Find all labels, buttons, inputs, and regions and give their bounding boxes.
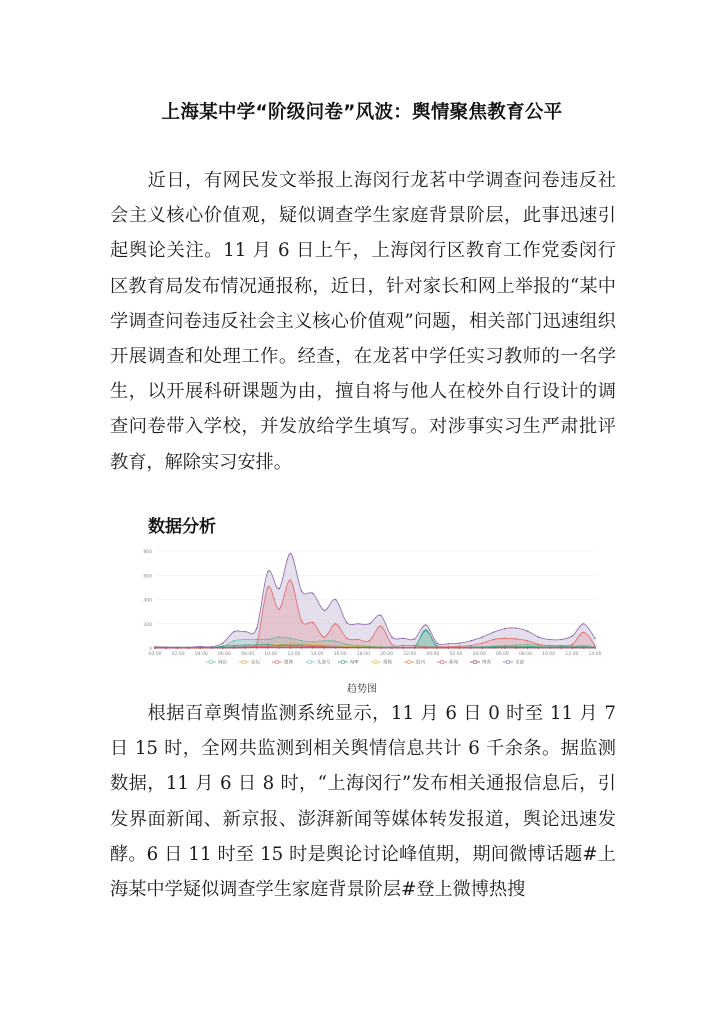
x-tick-label: 08:00	[241, 652, 255, 657]
x-tick-label: 10:00	[542, 652, 556, 657]
data-point	[572, 647, 574, 649]
legend-label: APP	[350, 660, 359, 666]
paragraph-analysis-text: 根据百章舆情监测系统显示，11 月 6 日 0 时至 11 月 7 日 15 时，全网共监测到相关舆情信息共计 6 千余条。据监测数据，11 月 6 日 8 时，“上海闵行”发布相关通报信息后，引发界面新闻、新京报、澎湃新闻等媒体转发报道，舆论迅速发酵。6 日 11 时至 15 时是舆论讨论峰值期，期间微博话题#上海某中学疑似调查学生家庭背景阶层#登上微博热搜	[110, 703, 616, 901]
data-point	[222, 642, 224, 644]
data-point	[481, 647, 483, 649]
legend-item[interactable]	[206, 659, 227, 666]
legend-marker-icon	[209, 660, 213, 664]
data-point	[301, 645, 303, 647]
data-point	[560, 639, 562, 641]
data-point	[470, 640, 472, 642]
x-tick-label: 20:00	[380, 652, 394, 657]
legend-item[interactable]	[470, 659, 491, 666]
data-point	[538, 636, 540, 638]
data-point	[402, 638, 404, 640]
data-point	[369, 647, 371, 649]
data-point	[312, 647, 314, 649]
x-tick-label: 22:00	[403, 652, 417, 657]
data-point	[290, 645, 292, 647]
data-point	[538, 644, 540, 646]
data-point	[380, 647, 382, 649]
data-point	[470, 647, 472, 649]
x-tick-label: 02:00	[171, 652, 185, 657]
data-point	[233, 645, 235, 647]
x-tick-label: 08:00	[519, 652, 533, 657]
legend-label: 博客	[482, 660, 491, 666]
data-point	[357, 623, 359, 625]
data-point	[323, 610, 325, 612]
data-point	[278, 645, 280, 647]
legend-item[interactable]	[503, 659, 524, 666]
data-point	[504, 638, 506, 640]
data-point	[504, 647, 506, 649]
data-point	[538, 647, 540, 649]
data-point	[177, 647, 179, 649]
x-tick-label: 12:00	[287, 652, 301, 657]
legend-item[interactable]	[338, 660, 359, 666]
data-point	[278, 608, 280, 610]
data-point	[312, 644, 314, 646]
data-point	[346, 622, 348, 624]
x-tick-label: 14:00	[310, 652, 324, 657]
data-point	[335, 623, 337, 625]
data-point	[380, 625, 382, 627]
data-point	[391, 636, 393, 638]
y-tick-label: 200	[143, 622, 152, 628]
data-point	[414, 647, 416, 649]
data-point	[425, 624, 427, 626]
data-point	[290, 553, 292, 555]
x-tick-label: 02:00	[449, 652, 463, 657]
data-point	[481, 636, 483, 638]
data-point	[402, 647, 404, 649]
data-point	[560, 645, 562, 647]
data-point	[527, 630, 529, 632]
data-point	[301, 647, 303, 649]
data-point	[222, 647, 224, 649]
data-point	[425, 629, 427, 631]
data-point	[154, 647, 156, 649]
data-point	[369, 623, 371, 625]
data-point	[583, 631, 585, 633]
data-point	[312, 622, 314, 624]
data-point	[346, 647, 348, 649]
data-point	[357, 639, 359, 641]
data-point	[278, 588, 280, 590]
data-point	[515, 647, 517, 649]
data-point	[459, 647, 461, 649]
data-point	[572, 635, 574, 637]
legend-item[interactable]	[404, 659, 425, 666]
data-point	[549, 645, 551, 647]
data-point	[278, 647, 280, 649]
legend-label: 报刊	[416, 660, 425, 666]
y-tick-label: 0	[149, 647, 152, 652]
data-point	[583, 623, 585, 625]
data-point	[369, 640, 371, 642]
data-point	[267, 647, 269, 649]
data-point	[549, 647, 551, 649]
data-point	[233, 640, 235, 642]
data-point	[493, 639, 495, 641]
paragraph-intro-text: 近日，有网民发文举报上海闵行龙茗中学调查问卷违反社会主义核心价值观，疑似调查学生家庭背景阶层，此事迅速引起舆论关注。11 月 6 日上午，上海闵行区教育工作党委闵行区教育局发布情况通报称，近日，针对家长和网上举报的“某中学调查问卷违反社会主义核心价值观”问题，相关部门迅速组织开展调查和处理工作。经查，在龙茗中学任实习教师的一名学生，以开展科研课题为由，擅自将与他人在校外自行设计的调查问卷带入学校，并发放给学生填写。对涉事实习生严肃批评教育，解除实习安排。	[110, 170, 616, 473]
legend-label: 全部	[515, 660, 524, 666]
data-point	[335, 647, 337, 649]
data-point	[290, 579, 292, 581]
data-point	[594, 645, 596, 647]
legend-item[interactable]	[239, 659, 260, 666]
data-point	[335, 645, 337, 647]
data-point	[244, 647, 246, 649]
data-point	[244, 639, 246, 641]
data-point	[459, 642, 461, 644]
data-point	[290, 647, 292, 649]
legend-label: 网站	[218, 660, 227, 666]
data-point	[493, 631, 495, 633]
trend-chart-svg	[140, 545, 602, 670]
data-point	[301, 643, 303, 645]
legend-marker-icon	[506, 660, 510, 664]
data-point	[481, 642, 483, 644]
legend-item[interactable]	[305, 659, 331, 666]
data-point	[267, 645, 269, 647]
legend-marker-icon	[275, 660, 279, 664]
legend-marker-icon	[473, 660, 477, 664]
data-point	[549, 639, 551, 641]
figure-caption: 趋势图	[347, 684, 377, 695]
data-point	[470, 645, 472, 647]
data-point	[594, 647, 596, 649]
data-point	[414, 638, 416, 640]
legend-marker-icon	[374, 660, 378, 664]
data-point	[527, 647, 529, 649]
data-point	[188, 647, 190, 649]
data-point	[233, 647, 235, 649]
data-point	[222, 645, 224, 647]
legend-marker-icon	[242, 660, 246, 664]
data-point	[436, 647, 438, 649]
data-point	[527, 640, 529, 642]
x-tick-label: 04:00	[194, 652, 208, 657]
data-point	[572, 644, 574, 646]
data-point	[165, 647, 167, 649]
data-point	[493, 647, 495, 649]
data-point	[256, 638, 258, 640]
x-tick-label: 18:00	[356, 652, 370, 657]
legend-marker-icon	[440, 660, 444, 664]
legend-item[interactable]	[437, 659, 458, 666]
data-point	[267, 571, 269, 573]
data-point	[391, 644, 393, 646]
data-point	[244, 631, 246, 633]
data-point	[357, 647, 359, 649]
document-title: 上海某中学“阶级问卷”风波：舆情聚焦教育公平	[161, 102, 563, 123]
x-tick-label: 00:00	[426, 652, 440, 657]
data-point	[335, 599, 337, 601]
trend-chart	[140, 545, 602, 670]
legend-marker-icon	[341, 660, 345, 664]
data-point	[515, 638, 517, 640]
data-point	[256, 647, 258, 649]
x-tick-label: 06:00	[217, 652, 231, 657]
y-tick-label: 400	[143, 598, 152, 604]
section-heading: 数据分析	[148, 517, 216, 537]
data-point	[233, 631, 235, 633]
data-point	[290, 642, 292, 644]
data-point	[436, 642, 438, 644]
data-point	[515, 627, 517, 629]
x-tick-label: 10:00	[264, 652, 278, 657]
data-point	[244, 644, 246, 646]
data-point	[560, 647, 562, 649]
data-point	[301, 590, 303, 592]
legend-item[interactable]	[272, 659, 293, 666]
legend-label: 微博	[284, 660, 293, 666]
data-point	[312, 593, 314, 595]
data-point	[402, 645, 404, 647]
legend-marker-icon	[308, 660, 312, 664]
data-point	[380, 614, 382, 616]
data-point	[448, 643, 450, 645]
data-point	[448, 647, 450, 649]
data-point	[459, 645, 461, 647]
data-point	[504, 628, 506, 630]
legend-label: 视频	[383, 660, 392, 666]
x-tick-label: 06:00	[495, 652, 509, 657]
paragraph-intro	[110, 163, 616, 480]
data-point	[594, 638, 596, 640]
x-tick-label: 12:00	[565, 652, 579, 657]
data-point	[323, 644, 325, 646]
legend-label: 头条号	[317, 660, 331, 666]
data-point	[256, 628, 258, 630]
y-tick-label: 800	[143, 550, 152, 555]
data-point	[301, 621, 303, 623]
legend-item[interactable]	[371, 659, 392, 666]
data-point	[211, 647, 213, 649]
data-point	[391, 647, 393, 649]
data-point	[414, 645, 416, 647]
y-tick-label: 600	[143, 574, 152, 580]
x-tick-label: 14:00	[588, 652, 602, 657]
data-point	[267, 587, 269, 589]
data-point	[346, 638, 348, 640]
data-point	[199, 647, 201, 649]
data-point	[323, 647, 325, 649]
x-tick-label: 04:00	[472, 652, 486, 657]
legend-label: 新闻	[449, 660, 458, 666]
legend-marker-icon	[407, 660, 411, 664]
x-tick-label: 00:00	[148, 652, 162, 657]
data-point	[583, 647, 585, 649]
paragraph-analysis	[110, 696, 616, 907]
x-tick-label: 16:00	[333, 652, 347, 657]
legend-label: 论坛	[251, 660, 260, 666]
data-point	[425, 647, 427, 649]
data-point	[323, 636, 325, 638]
